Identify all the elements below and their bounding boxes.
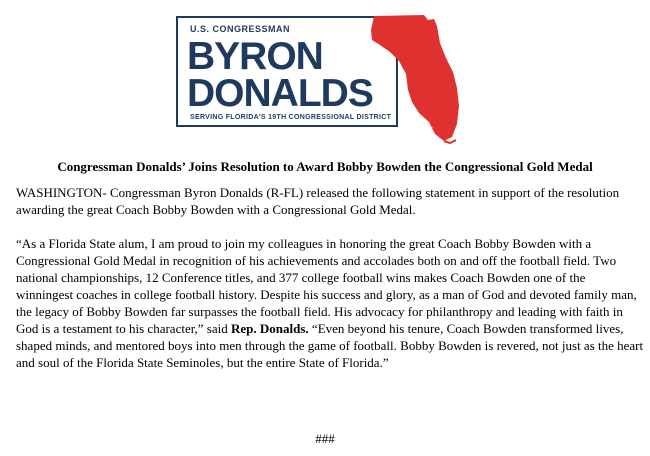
logo-last-name: DONALDS (187, 72, 373, 115)
quote-paragraph (16, 235, 644, 371)
logo-bottom-text: SERVING FLORIDA'S 19TH CONGRESSIONAL DISTRICT (190, 114, 392, 121)
speaker-name: Rep. Donalds. (231, 321, 309, 336)
end-of-release-mark: ### (315, 431, 335, 446)
intro-paragraph: WASHINGTON- Congressman Byron Donalds (R-FL) released the following statement in support of the resolution awarding the great Coach Bobby Bowden with a Congressional Gold Medal. (16, 185, 620, 217)
logo-first-name: BYRON (187, 35, 323, 78)
congressman-logo (176, 10, 466, 144)
press-release-headline: Congressman Donalds’ Joins Resolution to Award Bobby Bowden the Congressional Gold Medal (57, 159, 593, 174)
quote-start-text: “As a Florida State alum, I am proud to join my colleagues in honoring the great Coach Bobby Bowden with a Congressional Gold Medal in recognition of his achievements and accolades both on and off the football field. Two national championships, 12 Conference titles, and 377 college football wins makes Coach Bowden one of the winningest coaches in college football history. Despite his success and glory, as a man of God and devoted family man, the legacy of Bobby Bowden far surpasses the football field. His advocacy for philanthropy and leading with faith in God is a testament to his character,” said (16, 236, 637, 336)
quote-end-text: “Even beyond his tenure, Coach Bowden transformed lives, shaped minds, and mentored boys into men through the game of football. Bobby Bowden is revered, not just as the heart and soul of the Florida State Seminoles, but the entire State of Florida.” (16, 321, 644, 370)
florida-map-icon (316, 10, 466, 144)
logo-top-text: U.S. CONGRESSMAN (190, 24, 291, 34)
